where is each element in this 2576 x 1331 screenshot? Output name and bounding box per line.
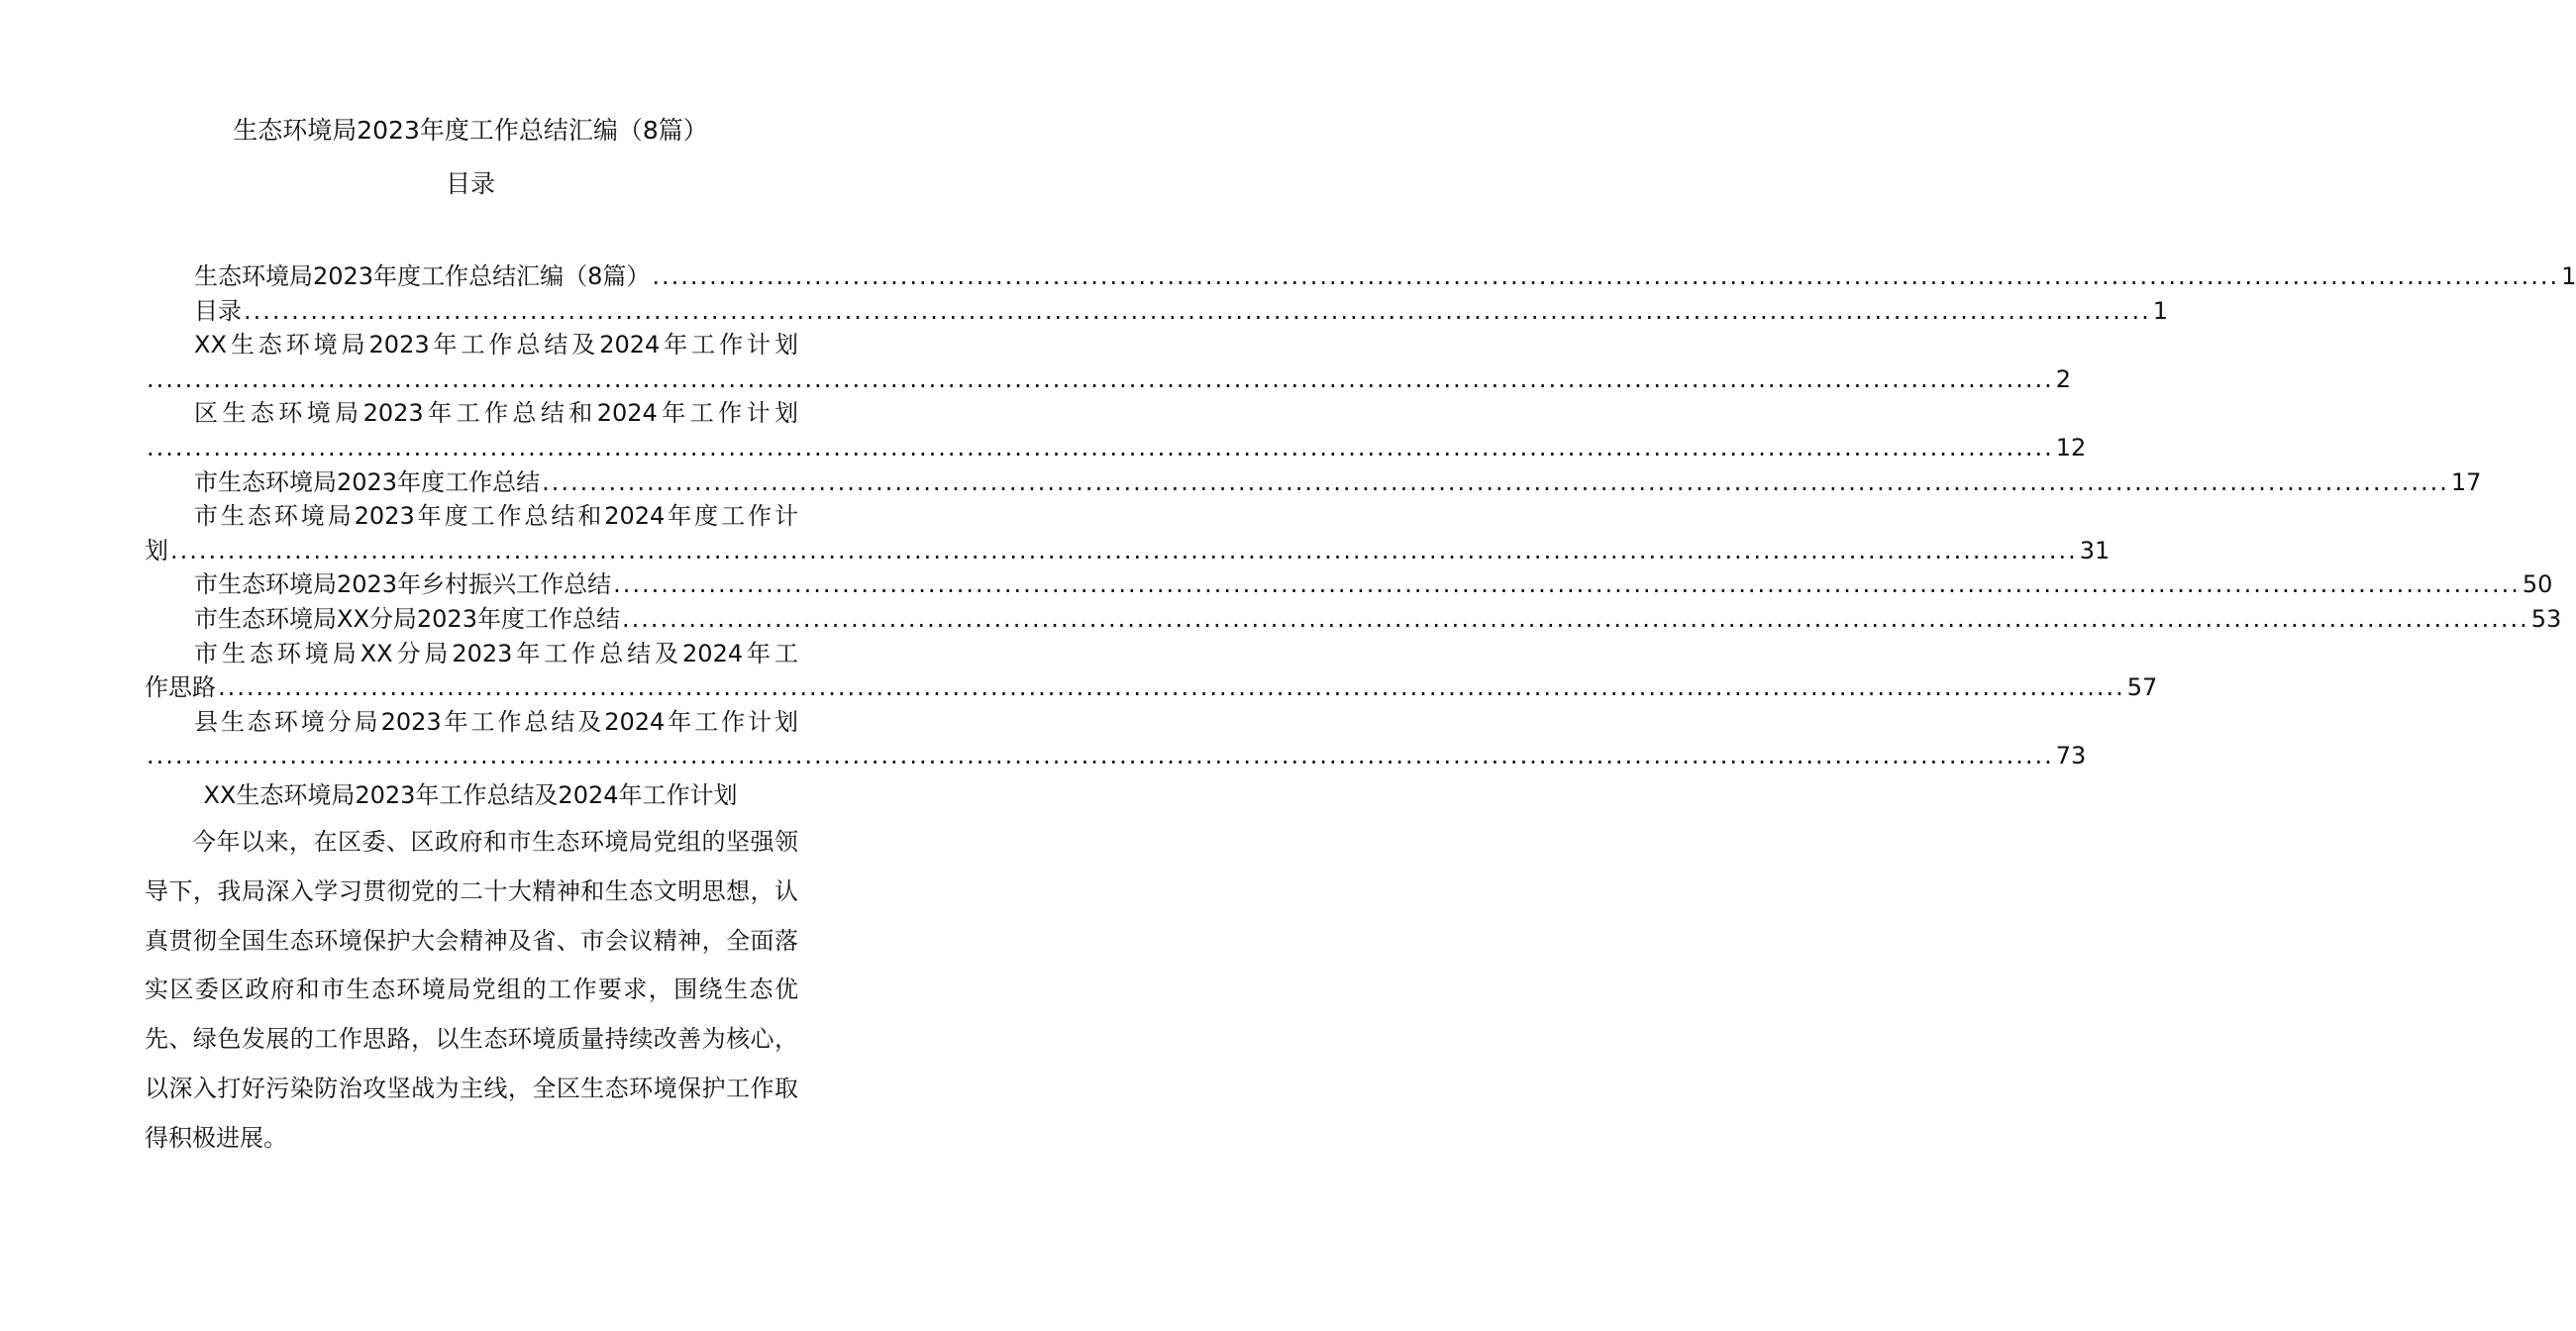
- toc-page-number: 1: [2152, 296, 2169, 325]
- toc-leader-dots: ........................................................................................................................................................................................................: [147, 433, 2054, 461]
- toc-leader-dots: ........................................................................................................................................................................................................: [147, 742, 2054, 770]
- toc-heading: 目录: [445, 169, 495, 198]
- toc-leader-dots: ........................................................................................................................................................................................................: [542, 467, 2449, 496]
- toc-leader-dots: ........................................................................................................................................................................................................: [621, 604, 2529, 633]
- body-paragraph: 今年以来，在区委、区政府和市生态环境局党组的坚强领导下，我局深入学习贯彻党的二十大精神和生态文明思想，认真贯彻全国生态环境保护大会精神及省、市会议精神，全面落实区委区政府和市生态环境局党组的工作要求，围绕生态优先、绿色发展的工作思路，以生态环境质量持续改善为核心，以深入打好污染防治攻坚战为主线，全区生态环境保护工作取得积极进展。: [145, 828, 798, 1152]
- toc-entry[interactable]: [145, 259, 2576, 294]
- toc-page-number: 53: [2530, 604, 2562, 633]
- toc-entry[interactable]: [145, 602, 2562, 637]
- toc-line: [145, 396, 798, 431]
- toc-line: [145, 362, 2072, 397]
- toc-line: [145, 499, 798, 534]
- toc-entry-text: 划: [145, 536, 168, 564]
- toc-line: [145, 602, 2562, 637]
- toc-leader-dots: ........................................................................................................................................................................................................: [244, 296, 2151, 325]
- toc-line: [145, 294, 2169, 329]
- toc-line: [145, 739, 2087, 773]
- toc-entry-text: 目录: [194, 296, 242, 325]
- toc-entry-text: 市生态环境局XX分局2023年度工作总结: [194, 604, 620, 633]
- toc-leader-dots: ........................................................................................................................................................................................................: [147, 364, 2054, 393]
- section-heading: XX生态环境局2023年工作总结及2024年工作计划: [203, 781, 738, 809]
- toc-entry-text: 市生态环境局2023年乡村振兴工作总结: [194, 570, 612, 599]
- toc-page-number: 73: [2055, 742, 2087, 770]
- toc-entry-text: 生态环境局2023年度工作总结汇编（8篇）: [194, 262, 651, 290]
- toc-line: [145, 259, 2576, 294]
- toc-entry[interactable]: [145, 499, 2111, 567]
- toc-entry[interactable]: [145, 396, 2087, 464]
- toc-entry-text: 作思路: [145, 673, 216, 702]
- toc-leader-dots: ........................................................................................................................................................................................................: [218, 673, 2125, 702]
- toc-line: [145, 465, 2482, 500]
- toc-entry-text: 市生态环境局XX分局2023年工作总结及2024年工: [194, 639, 798, 667]
- toc-line: [145, 705, 798, 740]
- toc-page-number: 2: [2055, 364, 2072, 393]
- toc-entry[interactable]: [145, 705, 2087, 773]
- toc-line: [145, 637, 798, 671]
- toc-page-number: 17: [2450, 467, 2482, 496]
- toc-page-number: 57: [2126, 673, 2158, 702]
- toc-entry-text: 区生态环境局2023年工作总结和2024年工作计划: [194, 399, 798, 428]
- toc-entry[interactable]: [145, 465, 2482, 500]
- toc-entry-text: 县生态环境分局2023年工作总结及2024年工作计划: [194, 707, 798, 736]
- toc-entry[interactable]: [145, 637, 2158, 705]
- toc-line: [145, 431, 2087, 465]
- toc-line: [145, 567, 2553, 602]
- toc-line: [145, 534, 2111, 568]
- toc-entry-text: 市生态环境局2023年度工作总结和2024年度工作计: [194, 502, 798, 531]
- table-of-contents: [145, 259, 2576, 773]
- toc-entry-text: XX生态环境局2023年工作总结及2024年工作计划: [194, 331, 798, 359]
- toc-page-number: 12: [2055, 433, 2087, 461]
- toc-leader-dots: ........................................................................................................................................................................................................: [170, 536, 2078, 564]
- toc-leader-dots: ........................................................................................................................................................................................................: [613, 570, 2521, 599]
- toc-line: [145, 670, 2158, 705]
- toc-entry[interactable]: [145, 328, 2072, 396]
- toc-leader-dots: ........................................................................................................................................................................................................: [652, 262, 2560, 290]
- toc-line: [145, 328, 798, 362]
- toc-entry[interactable]: [145, 294, 2169, 329]
- document-title: 生态环境局2023年度工作总结汇编（8篇）: [233, 116, 708, 145]
- toc-entry-text: 市生态环境局2023年度工作总结: [194, 467, 541, 496]
- toc-page-number: 50: [2522, 570, 2553, 599]
- toc-page-number: 31: [2079, 536, 2111, 564]
- toc-page-number: 1: [2561, 262, 2576, 290]
- toc-entry[interactable]: [145, 567, 2553, 602]
